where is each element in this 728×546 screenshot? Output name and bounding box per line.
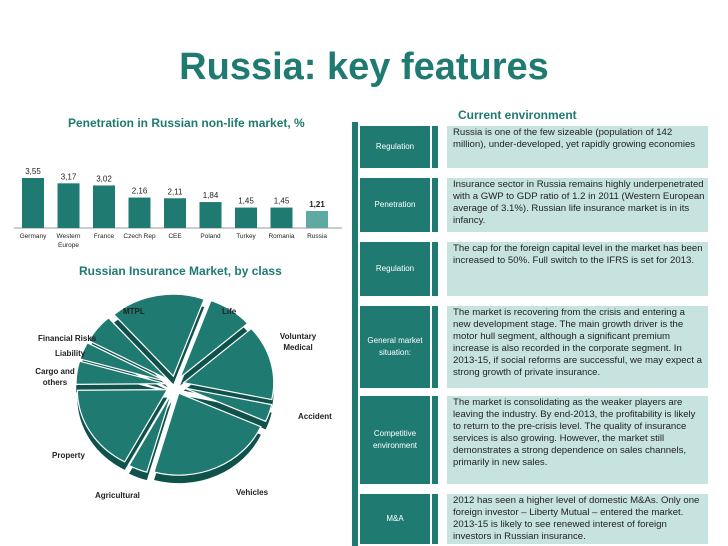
bar-turkey bbox=[235, 208, 257, 228]
row-text-regulation-2: The cap for the foreign capital level in the market has been increased to 50%. Full switch to the IFRS is set for 2013. bbox=[447, 242, 708, 296]
row-text-general-market: The market is recovering from the crisis and entering a new development stage. The main growth driver is the motor hull segment, although a significant premium increase is also recorded in the corporate segment. In 2013-15, if social reforms are successful, we may expect a strong growth of private insurance. bbox=[447, 306, 708, 388]
row-label-regulation: Regulation bbox=[360, 126, 430, 168]
bar-category-label: Turkey bbox=[236, 233, 256, 240]
row-label-penetration: Penetration bbox=[360, 178, 430, 232]
accent-divider bbox=[352, 122, 358, 546]
bar-czech-rep bbox=[129, 198, 151, 228]
row-label-regulation-2: Regulation bbox=[360, 242, 430, 296]
pie-label-accident: Accident bbox=[298, 412, 332, 421]
row-accent bbox=[432, 306, 438, 388]
bar-category-label: Romania bbox=[268, 233, 295, 240]
row-accent bbox=[432, 396, 438, 484]
bar-value-label: 3,55 bbox=[25, 167, 41, 176]
pie-label-property: Property bbox=[52, 451, 85, 460]
bar-chart-title: Penetration in Russian non-life market, % bbox=[68, 116, 305, 130]
bar-value-label: 1,21 bbox=[309, 199, 325, 209]
pie-label-vehicles: Vehicles bbox=[236, 488, 269, 497]
bar-romania bbox=[271, 208, 293, 228]
row-accent bbox=[432, 242, 438, 296]
row-label-competitive-environment: Competitive environment bbox=[360, 396, 430, 484]
bar-value-label: 1,84 bbox=[202, 191, 219, 201]
bar-value-label: 2,16 bbox=[131, 186, 148, 196]
current-environment-title: Current environment bbox=[458, 108, 577, 122]
row-text-penetration: Insurance sector in Russia remains highly underpenetrated with a GWP to GDP ratio of 1.2 in 2011 (Western European average of 3.1%). Russian life insurance market is in its infancy. bbox=[447, 178, 708, 232]
bar-value-label: 1,45 bbox=[238, 196, 254, 206]
slide-title: Russia: key features bbox=[179, 46, 549, 88]
bar-russia bbox=[306, 211, 328, 228]
row-label-general-market: General market situation: bbox=[360, 306, 430, 388]
bar-category-label: France bbox=[93, 233, 115, 240]
pie-label-financial-risks: Financial Risks bbox=[38, 334, 97, 343]
pie-label-life: Life bbox=[222, 307, 237, 316]
bar-category-label: Russia bbox=[307, 233, 327, 240]
row-accent bbox=[432, 494, 438, 544]
row-accent bbox=[432, 126, 438, 168]
bar-chart bbox=[14, 150, 344, 250]
bar-category-label: CEE bbox=[168, 233, 182, 240]
bar-poland bbox=[200, 202, 222, 228]
bar-category-label: Europe bbox=[58, 242, 79, 249]
bar-germany bbox=[22, 178, 44, 228]
bar-western-europe bbox=[58, 183, 80, 228]
bar-france bbox=[93, 185, 115, 228]
row-label-m-and-a: M&A bbox=[360, 494, 430, 544]
pie-label-cargo-and-others: Cargo and others bbox=[35, 367, 75, 387]
bar-value-label: 1,45 bbox=[273, 196, 290, 206]
row-accent bbox=[432, 178, 438, 232]
bar-category-label: Western bbox=[56, 233, 81, 240]
pie-label-liability: Liability bbox=[55, 349, 86, 358]
bar-category-label: Germany bbox=[19, 233, 47, 240]
pie-label-voluntary-medical: Voluntary Medical bbox=[279, 332, 317, 352]
bar-category-label: Czech Rep bbox=[123, 233, 156, 240]
bar-category-label: Poland bbox=[200, 233, 221, 240]
bar-value-label: 2,11 bbox=[167, 187, 183, 197]
row-text-competitive-environment: The market is consolidating as the weaker players are leaving the industry. By end-2013, the profitability is likely to return to the pre-crisis level. The quality of insurance services is also growing. However, the market still demonstrates a strong dependence on sales channels, primarily in new sales. bbox=[447, 396, 708, 484]
bar-value-label: 3,02 bbox=[96, 174, 112, 184]
bar-value-label: 3,17 bbox=[60, 172, 77, 182]
pie-chart-title: Russian Insurance Market, by class bbox=[79, 264, 282, 278]
bar-cee bbox=[164, 198, 186, 228]
row-text-regulation: Russia is one of the few sizeable (population of 142 million), under-developed, yet rapidly growing economies bbox=[447, 126, 708, 168]
pie-label-mtpl: MTPL bbox=[123, 307, 145, 316]
row-text-m-and-a: 2012 has seen a higher level of domestic M&As. Only one foreign investor – Liberty Mutual – entered the market. 2013-15 is likely to see renewed interest of foreign investors in Russian insurance. bbox=[447, 494, 708, 544]
pie-label-agricultural: Agricultural bbox=[95, 491, 140, 500]
